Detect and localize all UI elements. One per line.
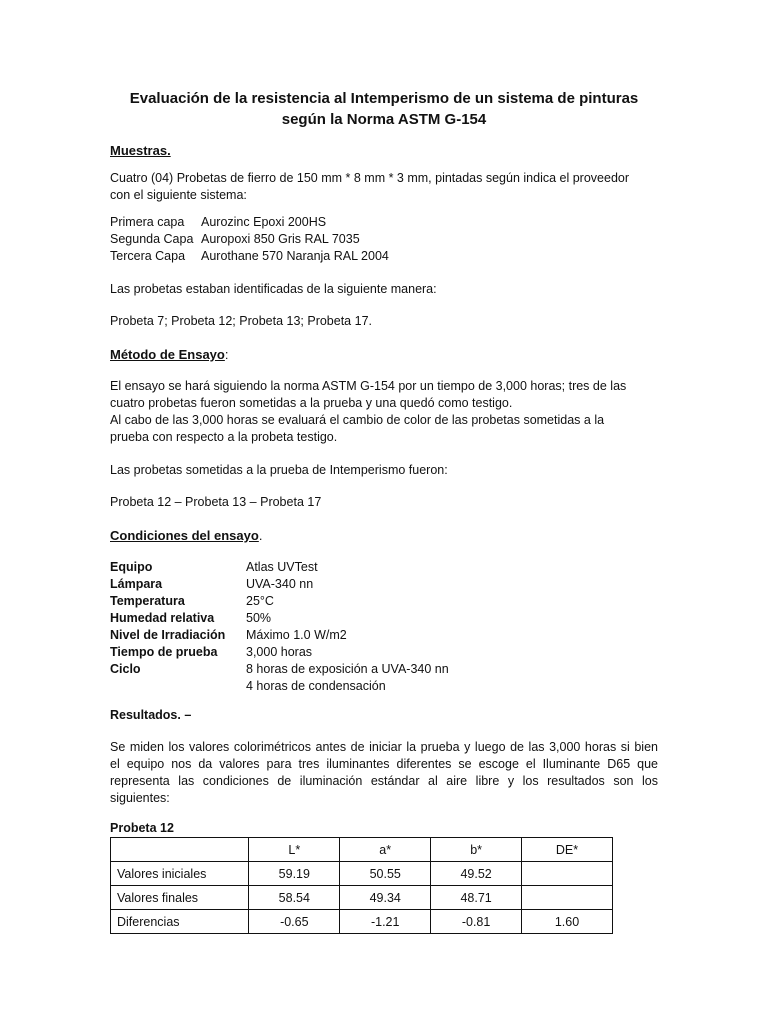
condition-row: [110, 678, 658, 695]
table-cell: Valores finales: [111, 886, 249, 910]
identified-text: Las probetas estaban identificadas de la siguiente manera:: [110, 282, 437, 296]
table-cell: 1.60: [522, 910, 613, 934]
table-header-cell: [111, 838, 249, 862]
condition-label: Temperatura: [110, 594, 185, 608]
metodo-line-1: El ensayo se hará siguiendo la norma ASTM G-154 por un tiempo de 3,000 horas; tres de las: [110, 379, 627, 393]
condition-value: 4 horas de condensación: [246, 679, 386, 693]
coat-value: Aurothane 570 Naranja RAL 2004: [201, 249, 389, 263]
table-cell: -1.21: [340, 910, 431, 934]
condition-value: 3,000 horas: [246, 645, 313, 659]
condition-value: UVA-340 nn: [246, 577, 314, 591]
metodo-heading-suffix: :: [224, 347, 229, 362]
table-header-cell: a*: [340, 838, 431, 862]
coat-list: [110, 214, 658, 265]
table-row: [111, 910, 613, 934]
condition-row: [110, 610, 658, 627]
table-cell: [522, 886, 613, 910]
coat-label: Segunda Capa: [110, 232, 194, 246]
metodo-line-2: cuatro probetas fueron sometidas a la prueba y una quedó como testigo.: [110, 396, 513, 410]
resultados-line-1: Se miden los valores colorimétricos antes de iniciar la prueba y luego de las 3,000 horas si bien: [110, 740, 658, 754]
condition-label: Tiempo de prueba: [110, 645, 218, 659]
table-cell: 49.34: [340, 886, 431, 910]
table-title: Probeta 12: [110, 821, 174, 835]
table-cell: 49.52: [431, 862, 522, 886]
table-header-cell: L*: [249, 838, 340, 862]
condition-row: [110, 559, 658, 576]
table-header-cell: b*: [431, 838, 522, 862]
metodo-paragraph: [110, 378, 658, 446]
muestras-intro: [110, 170, 658, 204]
metodo-heading: [110, 346, 658, 363]
muestras-intro-line-1: Cuatro (04) Probetas de fierro de 150 mm * 8 mm * 3 mm, pintadas según indica el proveedor: [110, 171, 630, 185]
resultados-paragraph: [110, 739, 658, 807]
resultados-line-2: el equipo nos da valores para tres iluminantes diferentes se escoge el Iluminante D65 que: [110, 757, 658, 771]
table-cell: Valores iniciales: [111, 862, 249, 886]
coat-value: Auropoxi 850 Gris RAL 7035: [201, 232, 360, 246]
coat-label: Tercera Capa: [110, 249, 186, 263]
condition-value: Máximo 1.0 W/m2: [246, 628, 347, 642]
metodo-probetas: Probeta 12 – Probeta 13 – Probeta 17: [110, 495, 322, 509]
coat-row: [110, 214, 658, 231]
results-table: [110, 837, 613, 934]
table-row: [111, 862, 613, 886]
condition-label: Equipo: [110, 560, 153, 574]
condition-label: Lámpara: [110, 577, 163, 591]
probetas-list: Probeta 7; Probeta 12; Probeta 13; Probeta 17.: [110, 314, 372, 328]
condition-value: 50%: [246, 611, 272, 625]
coat-label: Primera capa: [110, 215, 185, 229]
table-header-cell: DE*: [522, 838, 613, 862]
condition-label: [110, 678, 246, 695]
coat-row: [110, 248, 658, 265]
metodo-line-3: Al cabo de las 3,000 horas se evaluará el cambio de color de las probetas sometidas a la: [110, 413, 605, 427]
table-cell: -0.65: [249, 910, 340, 934]
condition-value: Atlas UVTest: [246, 560, 318, 574]
condition-value: 8 horas de exposición a UVA-340 nn: [246, 662, 449, 676]
condition-row: [110, 627, 658, 644]
resultados-line-4: siguientes:: [110, 791, 170, 805]
table-header-row: [111, 838, 613, 862]
condiciones-heading: [110, 527, 658, 544]
table-cell: -0.81: [431, 910, 522, 934]
condition-row: [110, 593, 658, 610]
resultados-line-3: representa las condiciones de iluminación estándar al aire libre y los resultados son los: [110, 774, 658, 788]
condition-label: Humedad relativa: [110, 611, 215, 625]
condition-row: [110, 576, 658, 593]
condition-label: Ciclo: [110, 662, 141, 676]
metodo-heading-text: Método de Ensayo: [110, 347, 225, 362]
title-line-1: Evaluación de la resistencia al Intemperismo de un sistema de pinturas: [129, 90, 639, 107]
coat-row: [110, 231, 658, 248]
condition-value: 25°C: [246, 594, 274, 608]
table-cell: 48.71: [431, 886, 522, 910]
document-title: [0, 88, 768, 130]
coat-value: Aurozinc Epoxi 200HS: [201, 215, 327, 229]
table-cell: 59.19: [249, 862, 340, 886]
metodo-sometidas: Las probetas sometidas a la prueba de Intemperismo fueron:: [110, 463, 448, 477]
muestras-heading: Muestras.: [110, 143, 171, 158]
condition-row: [110, 644, 658, 661]
resultados-heading: Resultados. –: [110, 708, 192, 722]
table-cell: [522, 862, 613, 886]
condiciones-heading-text: Condiciones del ensayo: [110, 528, 259, 543]
table-row: [111, 886, 613, 910]
table-cell: 50.55: [340, 862, 431, 886]
muestras-intro-line-2: con el siguiente sistema:: [110, 188, 247, 202]
condition-row: [110, 661, 658, 678]
condition-label: Nivel de Irradiación: [110, 628, 226, 642]
table-cell: Diferencias: [111, 910, 249, 934]
title-line-2: según la Norma ASTM G-154: [281, 111, 487, 128]
condiciones-list: [110, 559, 658, 695]
table-cell: 58.54: [249, 886, 340, 910]
metodo-line-4: prueba con respecto a la probeta testigo.: [110, 430, 338, 444]
condiciones-heading-suffix: .: [258, 528, 263, 543]
